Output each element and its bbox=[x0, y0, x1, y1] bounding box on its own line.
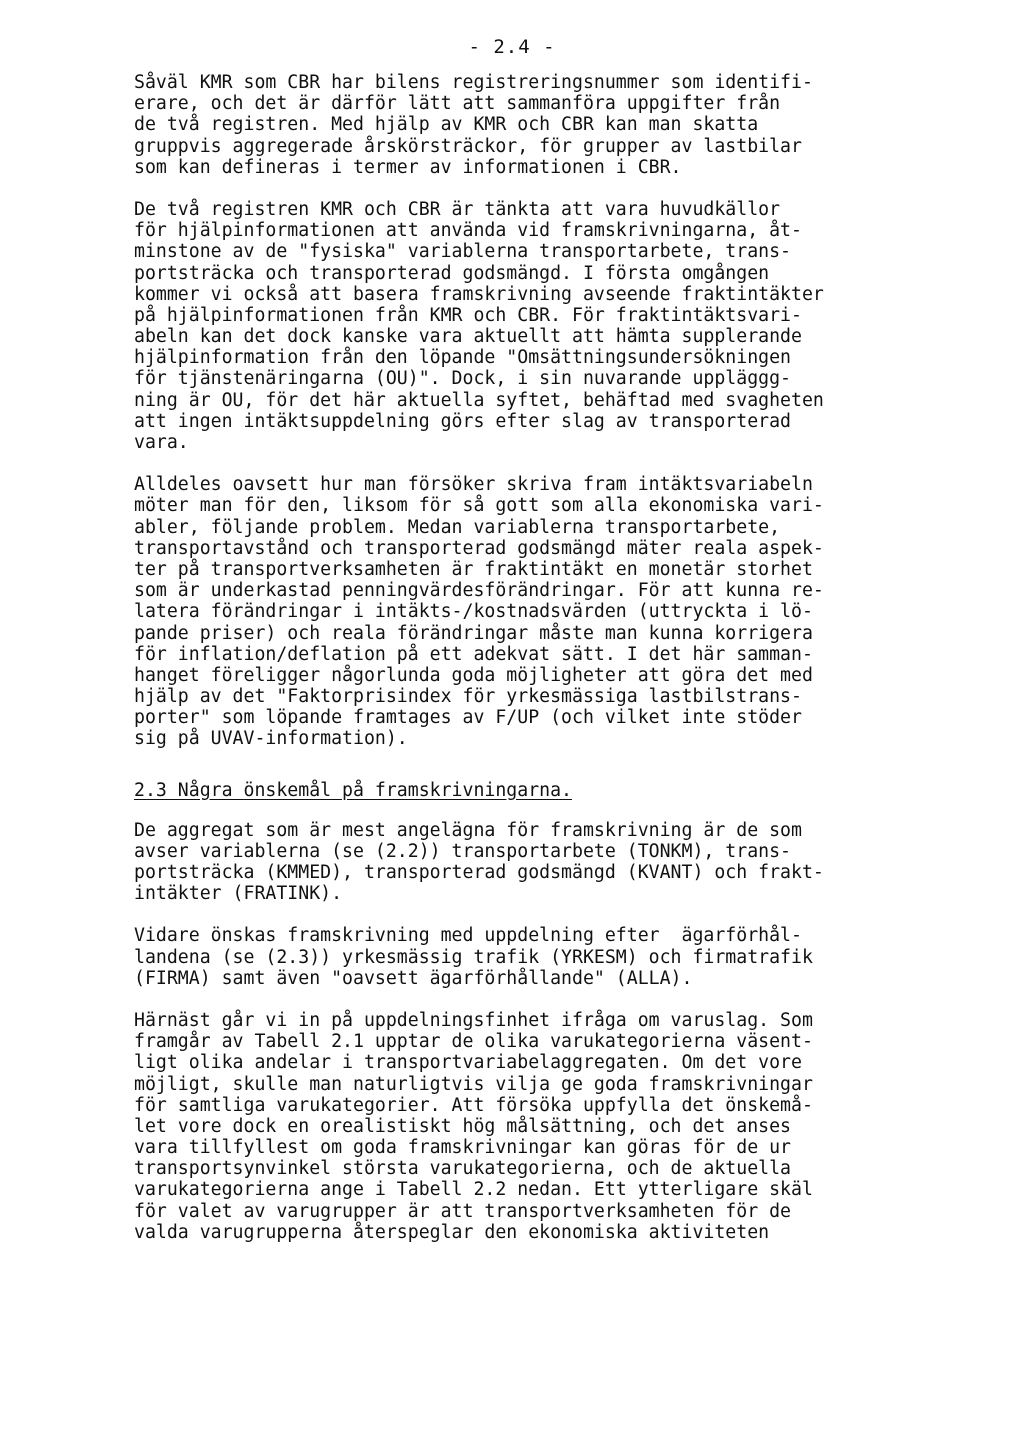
text-line: ligt olika andelar i transportvariabelaggregaten. Om det vore bbox=[134, 1052, 802, 1074]
text-line: transportsynvinkel största varukategorierna, och de aktuella bbox=[134, 1158, 791, 1180]
text-line: intäkter (FRATINK). bbox=[134, 883, 343, 905]
text-line: valda varugrupperna återspeglar den ekonomiska aktiviteten bbox=[134, 1221, 770, 1243]
text-line: framgår av Tabell 2.1 upptar de olika varukategorierna väsent- bbox=[134, 1031, 813, 1053]
text-line: för inflation/deflation på ett adekvat sätt. I det här samman- bbox=[134, 643, 813, 665]
text-line: de två registren. Med hjälp av KMR och CBR kan man skatta bbox=[134, 114, 759, 136]
text-line: (FIRMA) samt även "oavsett ägarförhållande" (ALLA). bbox=[134, 967, 693, 989]
text-line: Såväl KMR som CBR har bilens registreringsnummer som identifi- bbox=[134, 72, 813, 93]
text-line: vara. bbox=[134, 432, 189, 453]
text-line: möter man för den, liksom för så gott som alla ekonomiska vari- bbox=[134, 495, 824, 517]
paragraph bbox=[134, 474, 944, 749]
paragraph bbox=[134, 820, 944, 905]
text-line: möjligt, skulle man naturligtvis vilja ge goda framskrivningar bbox=[134, 1073, 813, 1095]
text-line: på hjälpinformationen från KMR och CBR. För fraktintäktsvari- bbox=[134, 304, 802, 326]
document-body bbox=[134, 72, 944, 1264]
text-line: varukategorierna ange i Tabell 2.2 nedan. Ett ytterligare skäl bbox=[134, 1179, 813, 1201]
text-line: Vidare önskas framskrivning med uppdelning efter ägarförhål- bbox=[134, 925, 802, 947]
paragraphs-before-heading bbox=[134, 72, 944, 750]
text-line: portsträcka (KMMED), transporterad godsmängd (KVANT) och frakt- bbox=[134, 862, 824, 883]
text-line: för valet av varugrupper är att transportverksamheten för de bbox=[134, 1200, 791, 1222]
text-line: De aggregat som är mest angelägna för framskrivning är de som bbox=[134, 819, 802, 841]
text-line: som är underkastad penningvärdesförändringar. För att kunna re- bbox=[134, 580, 824, 602]
text-line: let vore dock en orealistiskt hög målsättning, och det anses bbox=[134, 1115, 791, 1137]
text-line: avser variablerna (se (2.2)) transportarbete (TONKM), trans- bbox=[134, 840, 791, 862]
text-line: vara tillfyllest om goda framskrivningar kan göras för de ur bbox=[134, 1137, 791, 1159]
text-line: De två registren KMR och CBR är tänkta att vara huvudkällor bbox=[134, 198, 781, 220]
text-line: transportavstånd och transporterad godsmängd mäter reala aspek- bbox=[134, 537, 824, 559]
text-line: gruppvis aggregerade årskörsträckor, för grupper av lastbilar bbox=[134, 135, 802, 157]
text-line: hjälp av det "Faktorprisindex för yrkesmässiga lastbilstrans- bbox=[134, 686, 802, 708]
section-heading: 2.3 Några önskemål på framskrivningarna. bbox=[134, 779, 572, 801]
text-line: abler, följande problem. Medan variablerna transportarbete, bbox=[134, 516, 781, 538]
text-line: Härnäst går vi in på uppdelningsfinhet ifråga om varuslag. Som bbox=[134, 1009, 813, 1031]
text-line: att ingen intäktsuppdelning görs efter slag av transporterad bbox=[134, 410, 791, 432]
text-line: erare, och det är därför lätt att sammanföra uppgifter från bbox=[134, 93, 781, 115]
paragraph bbox=[134, 925, 944, 989]
text-line: för samtliga varukategorier. Att försöka uppfylla det önskemå- bbox=[134, 1094, 813, 1116]
text-line: ter på transportverksamheten är fraktintäkt en monetär storhet bbox=[134, 558, 813, 580]
paragraphs-after-heading bbox=[134, 820, 944, 1243]
text-line: ning är OU, för det här aktuella syftet, behäftad med svagheten bbox=[134, 389, 824, 411]
text-line: kommer vi också att basera framskrivning avseende fraktintäkter bbox=[134, 283, 824, 305]
text-line: minstone av de "fysiska" variablerna transportarbete, trans- bbox=[134, 241, 791, 263]
text-line: abeln kan det dock kanske vara aktuellt att hämta supplerande bbox=[134, 326, 802, 348]
text-line: porter" som löpande framtages av F/UP (och vilket inte stöder bbox=[134, 707, 802, 729]
text-line: Alldeles oavsett hur man försöker skriva fram intäktsvariabeln bbox=[134, 474, 813, 496]
text-line: sig på UVAV-information). bbox=[134, 728, 408, 750]
page-number: - 2.4 - bbox=[468, 36, 556, 58]
text-line: för hjälpinformationen att använda vid framskrivningarna, åt- bbox=[134, 220, 802, 242]
text-line: hjälpinformation från den löpande "Omsättningsundersökningen bbox=[134, 347, 791, 369]
text-line: landena (se (2.3)) yrkesmässig trafik (YRKESM) och firmatrafik bbox=[134, 946, 813, 968]
text-line: för tjänstenäringarna (OU)". Dock, i sin nuvarande uppläggg- bbox=[134, 368, 791, 390]
text-line: latera förändringar i intäkts-/kostnadsvärden (uttryckta i lö- bbox=[134, 601, 813, 623]
text-line: som kan defineras i termer av informationen i CBR. bbox=[134, 156, 682, 178]
paragraph bbox=[134, 1010, 944, 1243]
text-line: hanget föreligger någorlunda goda möjligheter att göra det med bbox=[134, 664, 813, 686]
paragraph bbox=[134, 199, 944, 453]
text-line: pande priser) och reala förändringar måste man kunna korrigera bbox=[134, 622, 813, 644]
paragraph bbox=[134, 72, 944, 178]
text-line: portsträcka och transporterad godsmängd. I första omgången bbox=[134, 262, 770, 284]
